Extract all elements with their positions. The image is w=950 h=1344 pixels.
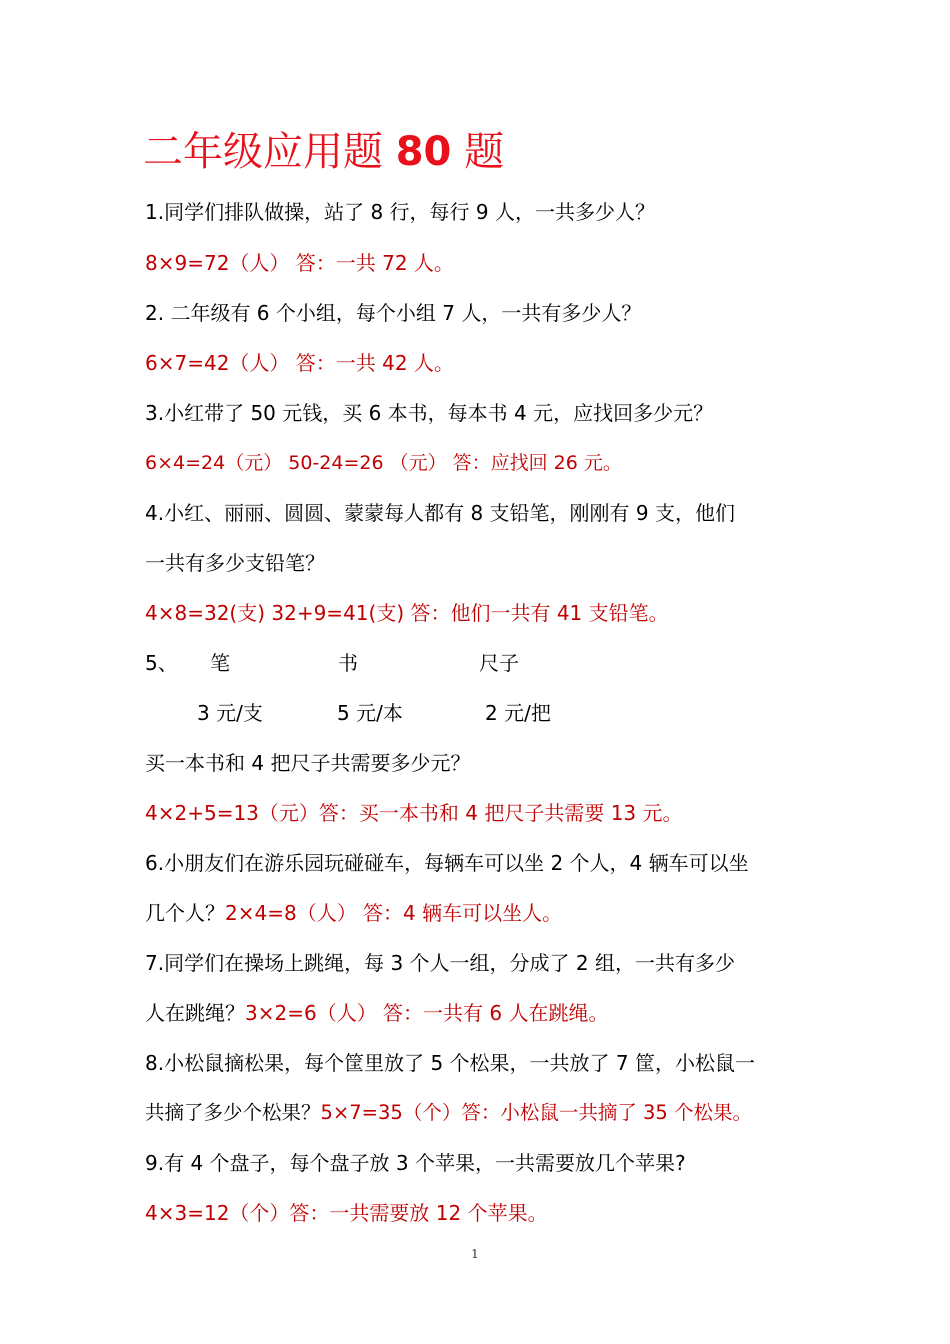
- page-title: [143, 122, 504, 182]
- price-ruler: 2 元/把: [485, 701, 551, 725]
- item-pen: 笔: [210, 651, 230, 675]
- item-book: 书: [338, 651, 358, 675]
- answer-1: 8×9=72（人） 答：一共 72 人。: [145, 251, 454, 275]
- question-7-line-2: [145, 998, 609, 1028]
- question-6-tail: 几个人？: [145, 901, 225, 925]
- title-number: 80: [395, 129, 452, 175]
- answer-5: 4×2+5=13（元）答：买一本书和 4 把尺子共需要 13 元。: [145, 801, 683, 825]
- item-ruler: 尺子: [479, 651, 519, 675]
- question-1: 1.同学们排队做操，站了 8 行，每行 9 人，一共多少人？: [145, 200, 655, 224]
- answer-8: 5×7=35（个）答：小松鼠一共摘了 35 个松果。: [320, 1101, 753, 1124]
- question-7-line-1: 7.同学们在操场上跳绳，每 3 个人一组，分成了 2 组，一共有多少: [145, 951, 735, 975]
- page-number: 1: [471, 1247, 479, 1261]
- title-suffix: 题: [451, 129, 505, 175]
- title-prefix: 二年级应用题: [143, 129, 396, 175]
- answer-9: 4×3=12（个）答：一共需要放 12 个苹果。: [145, 1201, 548, 1225]
- question-2: 2. 二年级有 6 个小组，每个小组 7 人，一共有多少人？: [145, 301, 642, 325]
- question-3: 3.小红带了 50 元钱，买 6 本书，每本书 4 元，应找回多少元？: [145, 401, 714, 425]
- question-4-line-2: 一共有多少支铅笔？: [145, 551, 325, 575]
- question-6-line-2: [145, 898, 562, 928]
- question-8-tail: 共摘了多少个松果？: [145, 1101, 321, 1124]
- price-pen: 3 元/支: [197, 701, 263, 725]
- price-book: 5 元/本: [337, 701, 403, 725]
- answer-6: 2×4=8（人） 答：4 辆车可以坐人。: [225, 901, 563, 925]
- question-7-tail: 人在跳绳？: [145, 1001, 245, 1025]
- question-9: 9.有 4 个盘子，每个盘子放 3 个苹果，一共需要放几个苹果?: [145, 1151, 686, 1175]
- question-8-line-2: [145, 1098, 752, 1128]
- question-8-line-1: 8.小松鼠摘松果，每个筐里放了 5 个松果，一共放了 7 筐，小松鼠一: [145, 1051, 755, 1075]
- answer-3: 6×4=24（元） 50-24=26 （元） 答：应找回 26 元。: [145, 452, 622, 474]
- question-5-text: 买一本书和 4 把尺子共需要多少元？: [145, 751, 471, 775]
- question-5-number: 5、: [145, 651, 178, 675]
- answer-7: 3×2=6（人） 答：一共有 6 人在跳绳。: [245, 1001, 609, 1025]
- answer-4: 4×8=32(支) 32+9=41(支) 答：他们一共有 41 支铅笔。: [145, 601, 669, 625]
- question-4-line-1: 4.小红、丽丽、圆圆、蒙蒙每人都有 8 支铅笔，刚刚有 9 支，他们: [145, 501, 735, 525]
- question-6-line-1: 6.小朋友们在游乐园玩碰碰车，每辆车可以坐 2 个人，4 辆车可以坐: [145, 851, 749, 875]
- answer-2: 6×7=42（人） 答：一共 42 人。: [145, 351, 454, 375]
